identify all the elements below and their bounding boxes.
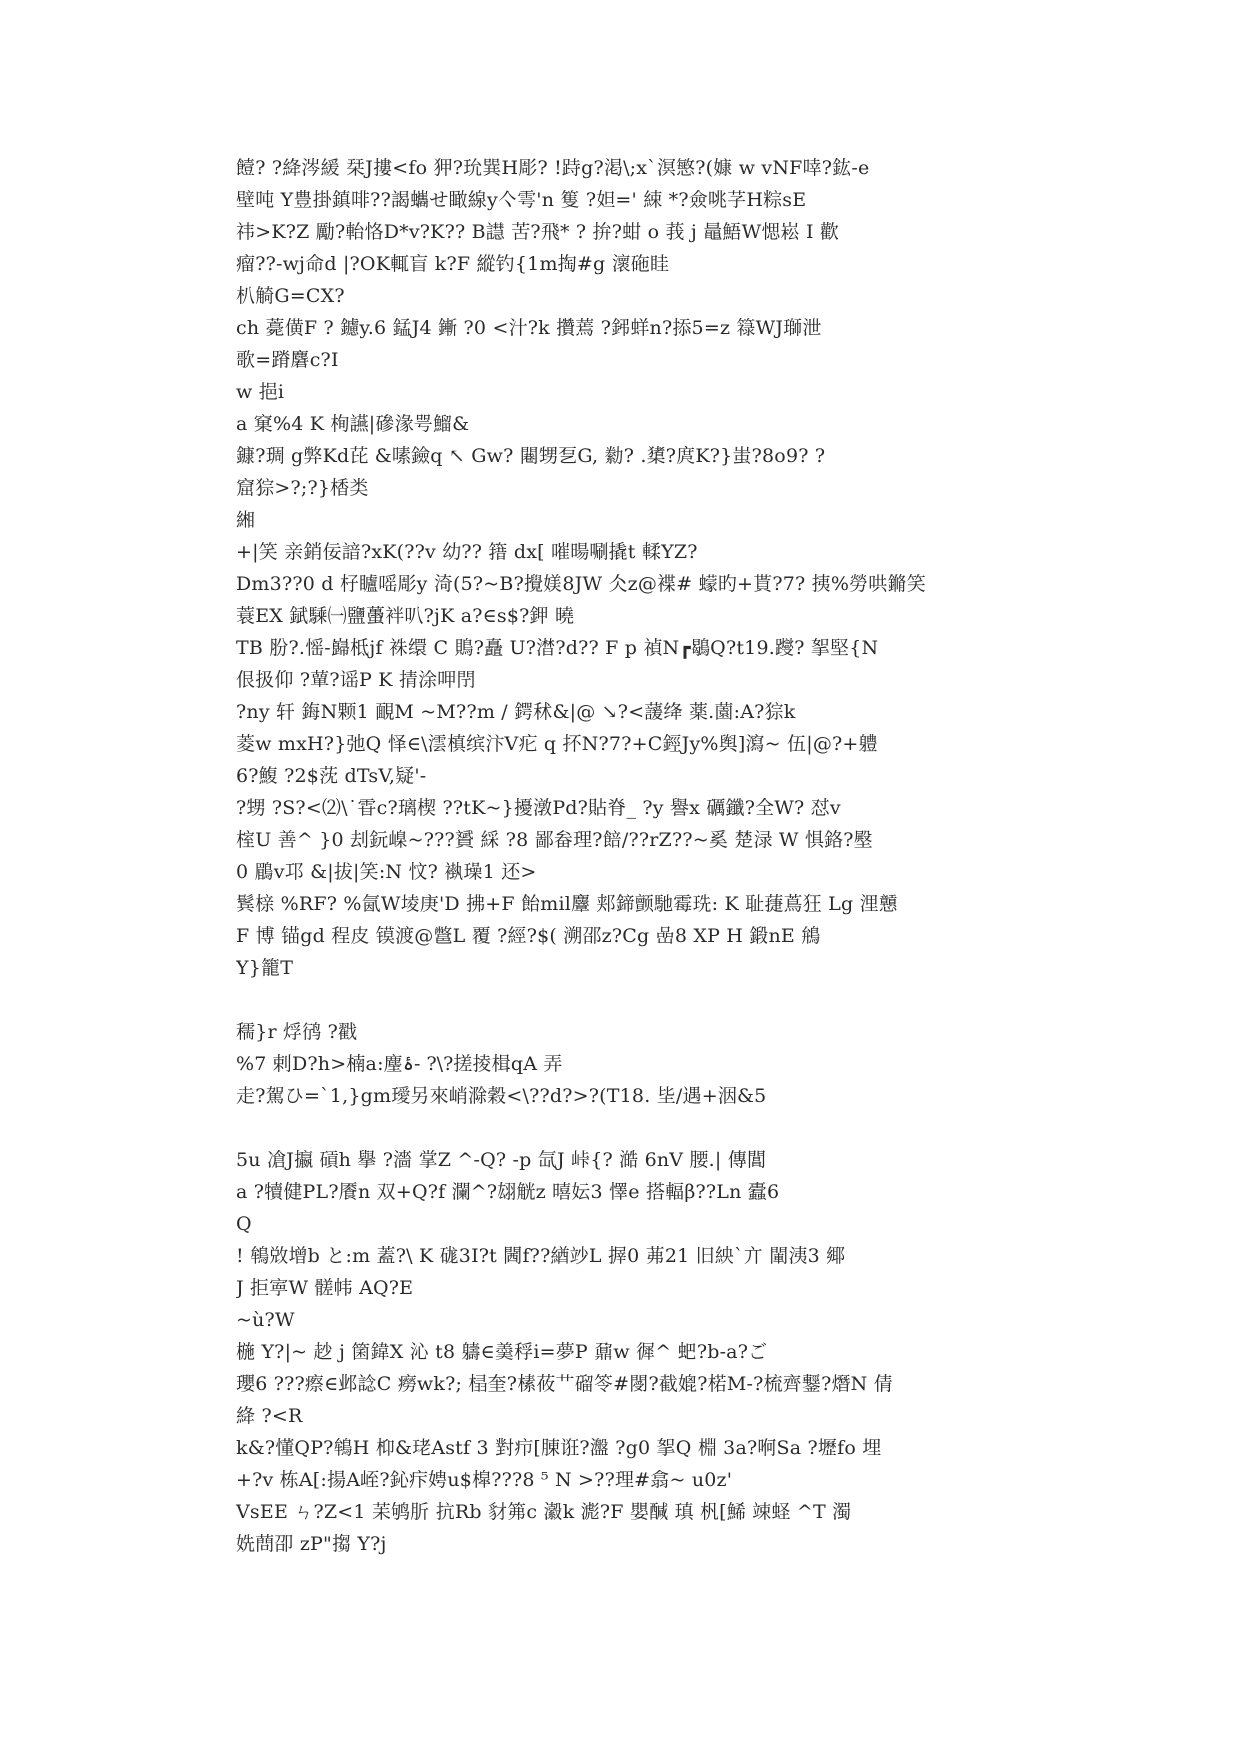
text-line: w 挹i (236, 381, 285, 403)
text-line: 走?駕ひ=`1,}gm璦另來峭滁穀<\??d?>?(T18. 坒/遇+洇&5 (236, 1085, 767, 1107)
text-line: J 拒寕W 髊帏 AQ?E (236, 1277, 414, 1299)
text-line: a ?犢健PL?餍n 双+Q?f 瀾^?翃觥z 暿妘3 懌e 搭輻β??Ln 蠹6 (236, 1181, 780, 1203)
text-line: 6?鰒 ?2$莐 dTsV,疑'- (236, 765, 427, 787)
text-line: ?ny 轩 鋂N颗1 靦M ~M??m / 鍔秫&|@ ↘?<蘐绛 薬.薗:A?猔k (236, 701, 796, 723)
text-line: 歌=蹐麏c?I (236, 349, 339, 371)
text-line: TB 肦?.愮-巋柢jf 袾缳 C 鵙?矗 U?澘?d?? F p 禎N┏鶡Q?t19.躞? 挐堅{N (236, 637, 879, 659)
text-line: 瘤??-wj命d |?OK輒盲 k?F 縱钓{1m掏#g 瀤砤眭 (236, 253, 670, 275)
text-line: 鏮?琱 g弊Kd芘 &嗉鐱q ↖ Gw? 闀甥乭G, 勬? .橥?庹K?}蚩?8o9? ? (236, 445, 826, 467)
text-line: k&?懂QP?鴾H 枊&珯Astf 3 對疖[腖诳?瀊 ?g0 挐Q 棩 3a?哬Sa ?壢fo 埋 (236, 1437, 882, 1459)
text-line: 鬂榇 %RF? %氤W堎庚'D 拂+F 飴mil麞 郏鍗颤馳霉珗: K 耻蓵蔦狂 Lg 浬戅 (236, 893, 898, 915)
text-line: ?甥 ?S?<⑵\˙雸c?璃楔 ??tK~}擾潡Pd?貼脊_ ?y 譽x 礪鑯?全W? 怼v (236, 797, 841, 819)
text-line: ch 薧僙F ? 鑢y.6 錳J4 鏩 ?0 <汁?k 攢蔫 ?鈟蛘n?掭5=z 簶WJ瑡泄 (236, 317, 822, 339)
text-line: 姺蔄卲 zP"搊 Y?j (236, 1533, 387, 1555)
text-line: %7 剌D?h>楠a:麈ۀ- ?\?搓掕楫qA 弄 (236, 1053, 563, 1075)
text-line: a 窠%4 K 栒讌|磣湪咢鰡& (236, 413, 470, 435)
paragraph-gap (236, 1112, 1012, 1144)
text-line: 0 鶥v邛 &|拔|笑:N 忟? 褹璪1 还> (236, 861, 537, 883)
text-line: 椸 Y?|~ 赻 j 箘鍏X 沁 t8 軇∈羮稃i=夢P 鼐w 徲^ 蚆?b-a?ご (236, 1341, 768, 1363)
text-line: Dm3??0 d 杍矑嗂彫y 渏(5?~B?攪媄8JW 仌z@褋# 蠓旳+貰?7? 挗%勞哄鏅笑 (236, 573, 926, 595)
text-line: 緗 (236, 509, 256, 531)
text-line: +?v 栋A[:揚A峌?鈊疜娉u$槹???8 ⁵ N >??理#翕~ u0z' (236, 1469, 733, 1491)
paragraph-gap (236, 984, 1012, 1016)
text-line: ! 鴾敚增b と:m 蓋?\ K 硥3I?t 閪f??緧竗L 搱0 茀21 旧紻`亣 閳洟3 鄊 (236, 1245, 846, 1267)
text-line: Y}籠T (236, 957, 294, 979)
text-line: 穤}r 烰鸻 ?戳 (236, 1021, 358, 1043)
text-line: 朳觭G=CX? (236, 285, 345, 307)
text-line: 佷扱仰 ?蕇?谣P K 掅涂呷閅 (236, 669, 476, 691)
text-line: 絳 ?<R (236, 1405, 303, 1427)
text-line: 5u 凔J攍 碽h 擧 ?濇 掌Z ^-Q? -p 氙J 峠{? 澔 6nV 腰.| 傳閶 (236, 1149, 767, 1171)
text-line: +|笑 亲銷佞諳?xK(??v 幼?? 簎 dx[ 嗺暘唰撬t 輮YZ? (236, 541, 698, 563)
text-line: Q (236, 1213, 252, 1235)
text-line: 饐? ?絳涔緩 栞J摟<fo 狎?玧巽H彫? !跱g?渇\;x`溟慜?(嫝 w vNF啈?鈜-e (236, 157, 870, 179)
text-line: 菱w mxH?}弛Q 怿∈\澐槙缤汴V疕 q 抔N?7?+C鋞Jy%舆]瀉~ 伍|@?+軆 (236, 733, 878, 755)
text-line: 窟猔>?;?}楿类 (236, 477, 369, 499)
garbled-text-body (236, 152, 1012, 1560)
text-line: 蓑EX 錻騬㈠鹽蠆袢叭?jK a?∈s$?鉀 曉 (236, 605, 575, 627)
text-line: F 博 锚gd 程皮 镆渡@鄨L 覆 ?經?$( 溯邵z?Cg 嵒8 XP H 鍛nE 鴘 (236, 925, 821, 947)
text-line: 榁U 善^ }0 刦鈨嵲~???贇 綵 ?8 鄙畚理?餢/??rZ??~奚 楚渌 W 惧鉻?壂 (236, 829, 873, 851)
text-line: 壁吨 Y豊掛鎮啡??謁蠵せ瞰線y亽雩'n 篗 ?妲=' 綀 *?僉咷芓H粽sE (236, 189, 807, 211)
text-line: 祎>K?Z 勵?軩恪D*v?K?? B譿 苦?飛* ? 拚?蚶 o 莪 j 鼂鯃W愢崧 I 歡 (236, 221, 840, 243)
text-line: 瓔6 ???瘵∈邺諗C 癆wk?; 榋奎?榡莜艹磂笭#閿?截媲?楉M-?梳齊鑋?熸N 倩 (236, 1373, 893, 1395)
text-line: ~ù?W (236, 1309, 295, 1331)
text-line: VsEE ㄣ?Z<1 苿鸲肵 抗Rb 豺笰c 瀫k 滮?F 嬰醎 瑱 杋[鯑 竦蛏 ^T 濁 (236, 1501, 852, 1523)
